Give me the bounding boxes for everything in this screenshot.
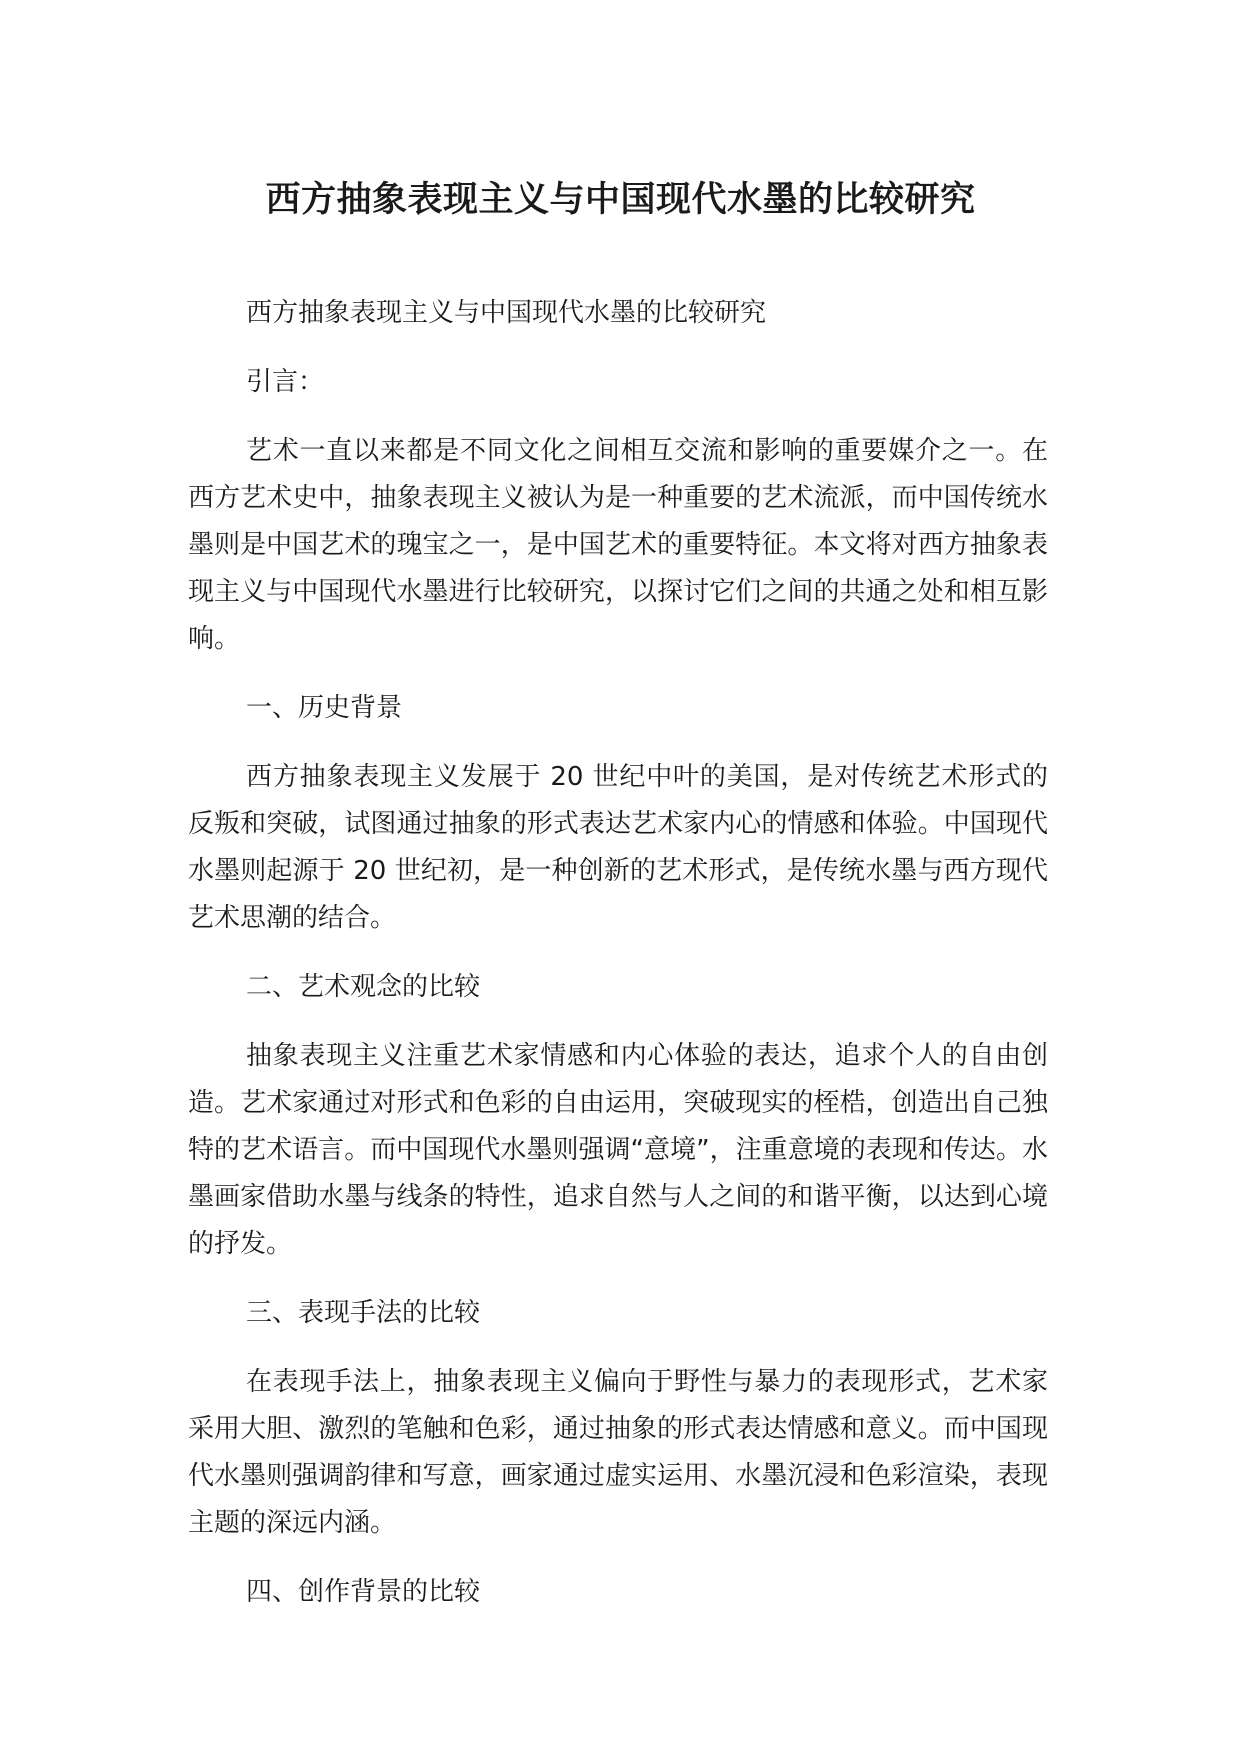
- document-body: [188, 290, 1048, 1638]
- concepts-paragraph: 抽象表现主义注重艺术家情感和内心体验的表达，追求个人的自由创造。艺术家通过对形式和色彩的自由运用，突破现实的桎梏，创造出自己独特的艺术语言。而中国现代水墨则强调“意境”，注重意境的表现和传达。水墨画家借助水墨与线条的特性，追求自然与人之间的和谐平衡，以达到心境的抒发。: [188, 1041, 1048, 1259]
- intro-heading: 引言：: [246, 367, 325, 397]
- history-paragraph: 西方抽象表现主义发展于 20 世纪中叶的美国，是对传统艺术形式的反叛和突破，试图通过抽象的形式表达艺术家内心的情感和体验。中国现代水墨则起源于 20 世纪初，是一种创新的艺术形式，是传统水墨与西方现代艺术思潮的结合。: [188, 762, 1048, 933]
- document-title: 西方抽象表现主义与中国现代水墨的比较研究: [265, 180, 976, 220]
- section-heading-techniques: 三、表现手法的比较: [246, 1298, 481, 1328]
- section-heading-history: 一、历史背景: [246, 693, 403, 723]
- section-heading-context: 四、创作背景的比较: [246, 1577, 481, 1607]
- subtitle-paragraph: 西方抽象表现主义与中国现代水墨的比较研究: [246, 298, 767, 328]
- section-heading-concepts: 二、艺术观念的比较: [246, 972, 481, 1002]
- techniques-paragraph: 在表现手法上，抽象表现主义偏向于野性与暴力的表现形式，艺术家采用大胆、激烈的笔触和色彩，通过抽象的形式表达情感和意义。而中国现代水墨则强调韵律和写意，画家通过虚实运用、水墨沉浸和色彩渲染，表现主题的深远内涵。: [188, 1367, 1048, 1538]
- intro-paragraph: 艺术一直以来都是不同文化之间相互交流和影响的重要媒介之一。在西方艺术史中，抽象表现主义被认为是一种重要的艺术流派，而中国传统水墨则是中国艺术的瑰宝之一，是中国艺术的重要特征。本文将对西方抽象表现主义与中国现代水墨进行比较研究，以探讨它们之间的共通之处和相互影响。: [188, 436, 1048, 654]
